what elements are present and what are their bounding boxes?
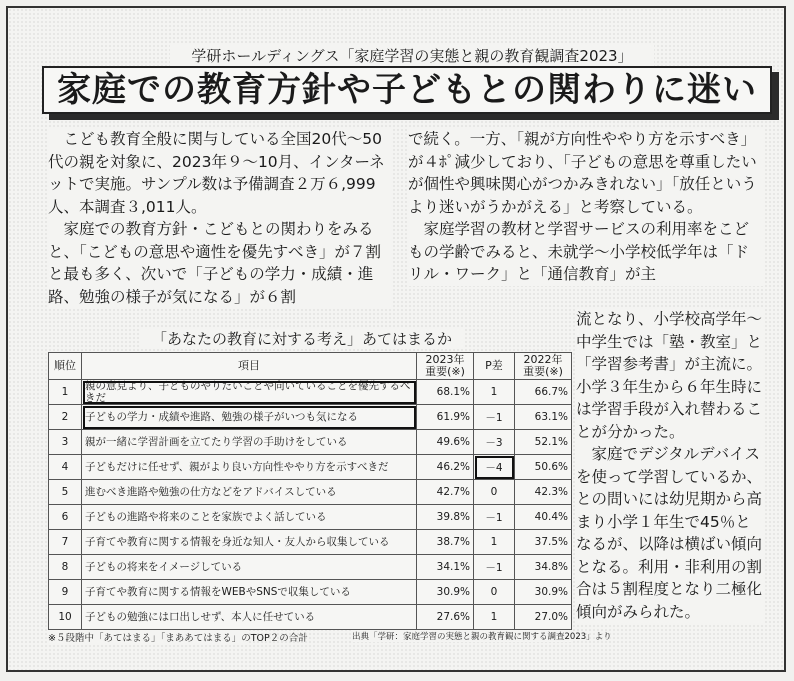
table-row (49, 605, 572, 630)
item-cell: 親の意見より、子どものやりたいことや向いていることを優先するべきだ (82, 380, 417, 405)
item-cell: 子どもの進路や将来のことを家族でよく話している (82, 505, 417, 530)
article-column-narrow (576, 308, 764, 623)
item-cell: 子育てや教育に関する情報を身近な知人・友人から収集している (82, 530, 417, 555)
diff-cell: －1 (474, 405, 515, 430)
header-2022-label: 2022年 重要(※) (523, 353, 563, 378)
article-column-right (408, 128, 764, 286)
header-item: 項目 (82, 353, 417, 380)
header-rank: 順位 (49, 353, 82, 380)
diff-cell: 0 (474, 480, 515, 505)
diff-cell: －4 (474, 455, 515, 480)
rank-cell: 9 (49, 580, 82, 605)
value-2023-cell: 27.6% (417, 605, 474, 630)
value-2022-cell: 66.7% (515, 380, 572, 405)
value-2022-cell: 27.0% (515, 605, 572, 630)
table-row (49, 380, 572, 405)
rank-cell: 5 (49, 480, 82, 505)
paragraph: 流となり、小学校高学年〜中学生では「塾・教室」と「学習参考書」が主流に。小学３年生から６年生時には学習手段が入れ替わることが分かった。 (576, 310, 763, 441)
rank-cell: 1 (49, 380, 82, 405)
source-note: 出典「学研：家庭学習の実態と親の教育観に関する調査2023」より (352, 632, 612, 642)
value-2023-cell: 42.7% (417, 480, 474, 505)
rank-cell: 2 (49, 405, 82, 430)
value-2023-cell: 39.8% (417, 505, 474, 530)
paragraph: こども教育全般に関与している全国20代〜50代の親を対象に、2023年９〜10月、インターネットで実施。サンプル数は予備調査２万６,999人、本調査３,011人。 (48, 130, 385, 216)
diff-cell: －1 (474, 505, 515, 530)
value-2022-cell: 63.1% (515, 405, 572, 430)
value-2022-cell: 42.3% (515, 480, 572, 505)
article-column-left (48, 128, 392, 308)
series-title: 学研ホールディングス「家庭学習の実態と親の教育観調査2023」 (170, 45, 654, 67)
rank-cell: 6 (49, 505, 82, 530)
footnote: ※５段階中「あてはまる」「まああてはまる」のTOP２の合計 (48, 630, 248, 644)
item-cell: 親が一緒に学習計画を立てたり学習の手助けをしている (82, 430, 417, 455)
headline: 家庭での教育方針や子どもとの関わりに迷い (42, 66, 772, 114)
table-header-row (49, 353, 572, 380)
diff-cell: 1 (474, 530, 515, 555)
value-2023-cell: 34.1% (417, 555, 474, 580)
table-row (49, 430, 572, 455)
item-cell: 進むべき進路や勉強の仕方などをアドバイスしている (82, 480, 417, 505)
paragraph: 家庭でデジタルデバイスを使って学習しているか、との問いには幼児期から高まり小学１年生で45％となるが、以降は横ばい傾向となる。利用・非利用の割合は５割程度となり二極化傾向がみられた。 (576, 445, 763, 621)
paragraph: 家庭での教育方針・こどもとの関わりをみると、「こどもの意思や適性を優先すべき」が７割と最も多く、次いで「子どもの学力・成績・進路、勉強の様子が気になる」が６割 (48, 220, 381, 306)
table-row (49, 455, 572, 480)
diff-cell: 0 (474, 580, 515, 605)
value-2022-cell: 30.9% (515, 580, 572, 605)
paragraph: で続く。一方、「親が方向性ややり方を示すべき」が４ﾎﾟ減少しており、「子どもの意思を尊重したいが個性や興味関心がつかみきれない」「放任というより迷いがうかがえる」と考察している。 (408, 130, 757, 216)
item-cell: 子どもの勉強には口出しせず、本人に任せている (82, 605, 417, 630)
item-cell: 子育てや教育に関する情報をWEBやSNSで収集している (82, 580, 417, 605)
value-2022-cell: 34.8% (515, 555, 572, 580)
value-2022-cell: 37.5% (515, 530, 572, 555)
table-row (49, 505, 572, 530)
table-title: 「あなたの教育に対する考え」あてはまるか (140, 328, 464, 349)
table-row (49, 555, 572, 580)
ranking-table (48, 352, 572, 630)
value-2023-cell: 61.9% (417, 405, 474, 430)
header-2023-label: 2023年 重要(※) (425, 353, 465, 378)
value-2022-cell: 40.4% (515, 505, 572, 530)
rank-cell: 10 (49, 605, 82, 630)
table-row (49, 480, 572, 505)
value-2023-cell: 46.2% (417, 455, 474, 480)
diff-cell: 1 (474, 380, 515, 405)
item-cell: 子どもの将来をイメージしている (82, 555, 417, 580)
diff-cell: 1 (474, 605, 515, 630)
rank-cell: 8 (49, 555, 82, 580)
item-cell: 子どもの学力・成績や進路、勉強の様子がいつも気になる (82, 405, 417, 430)
value-2023-cell: 38.7% (417, 530, 474, 555)
table-row (49, 530, 572, 555)
table-row (49, 580, 572, 605)
value-2022-cell: 50.6% (515, 455, 572, 480)
header-2022 (515, 353, 572, 380)
rank-cell: 4 (49, 455, 82, 480)
value-2023-cell: 68.1% (417, 380, 474, 405)
rank-cell: 7 (49, 530, 82, 555)
rank-cell: 3 (49, 430, 82, 455)
paragraph: 家庭学習の教材と学習サービスの利用率をこどもの学齢でみると、未就学〜小学校低学年は「ドリル・ワーク」と「通信教育」が主 (408, 220, 750, 283)
diff-cell: －3 (474, 430, 515, 455)
diff-cell: －1 (474, 555, 515, 580)
value-2023-cell: 30.9% (417, 580, 474, 605)
table-row (49, 405, 572, 430)
header-diff: P差 (474, 353, 515, 380)
value-2023-cell: 49.6% (417, 430, 474, 455)
item-cell: 子どもだけに任せず、親がより良い方向性ややり方を示すべきだ (82, 455, 417, 480)
header-2023 (417, 353, 474, 380)
value-2022-cell: 52.1% (515, 430, 572, 455)
